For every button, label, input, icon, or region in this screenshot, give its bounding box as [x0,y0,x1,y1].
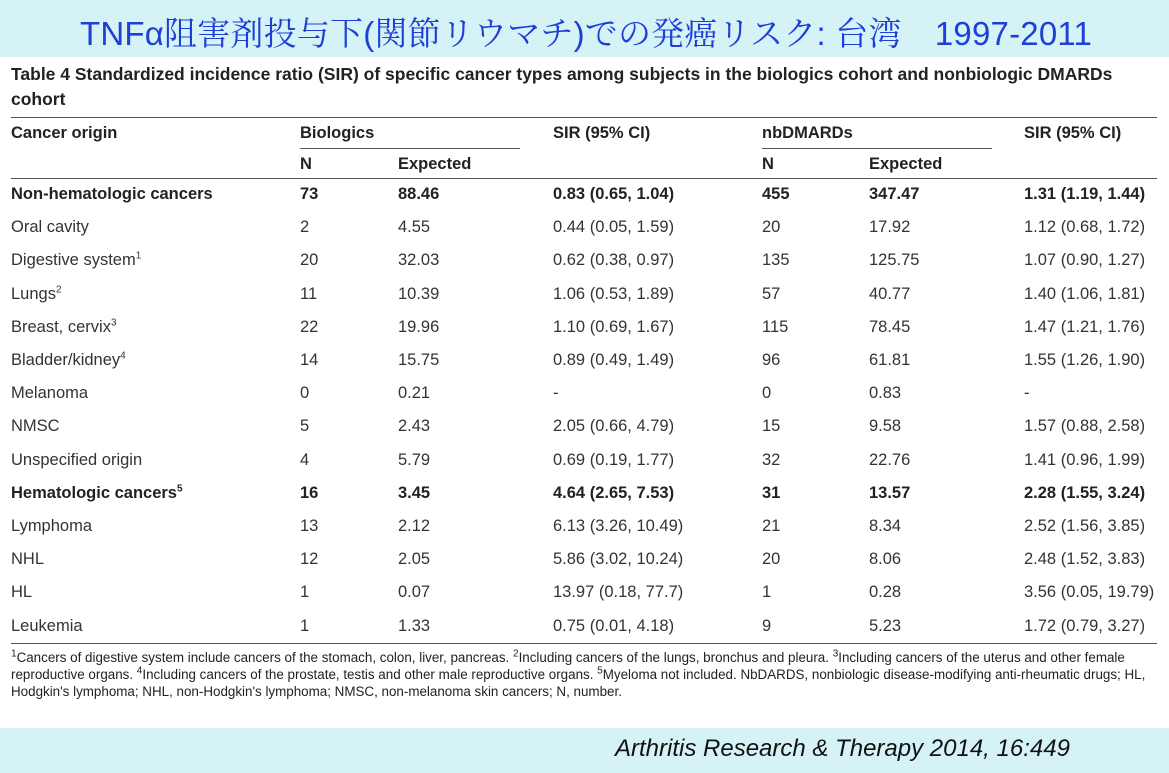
cell-nbdmards-expected-text: 0.28 [869,583,902,602]
cell-biologics-sir-text: 4.64 (2.65, 7.53) [553,483,675,502]
cell-biologics-sir [553,517,683,536]
col-header-sir-biologics: SIR (95% CI) [553,124,651,142]
cell-nbdmards-n-text: 20 [762,218,781,237]
cell-biologics-sir [553,351,674,370]
cell-cancer-origin [11,517,92,536]
footnote-marker: 2 [513,648,519,660]
cell-cancer-origin-text: Lungs [11,284,56,303]
cell-biologics-sir-text: 1.10 (0.69, 1.67) [553,317,675,336]
cell-nbdmards-n-text: 96 [762,351,781,369]
cell-nbdmards-expected [869,318,910,337]
cell-cancer-origin-text: Non-hematologic cancers [11,185,213,203]
cell-nbdmards-n [762,218,780,237]
cell-biologics-expected [398,185,439,204]
cell-nbdmards-n-text: 15 [762,417,781,436]
col-header-n-biologics: N [300,155,312,173]
cell-biologics-sir [553,318,674,337]
cell-cancer-origin [11,550,44,569]
cell-biologics-n-text: 22 [300,317,319,336]
cell-nbdmards-n-text: 21 [762,517,781,535]
footnote-text: Including cancers of the lungs, bronchus and pleura. [518,650,833,665]
cell-nbdmards-n [762,384,771,403]
cell-biologics-expected [398,550,430,569]
cell-biologics-sir-text: 1.06 (0.53, 1.89) [553,284,675,303]
cell-nbdmards-expected [869,417,901,436]
cell-biologics-expected [398,384,430,403]
cell-nbdmards-sir [1024,550,1145,569]
cell-biologics-n-text: 73 [300,185,319,203]
cell-biologics-expected-text: 32.03 [398,251,440,270]
cell-cancer-origin [11,318,117,337]
cell-biologics-n [300,517,318,536]
footnote-marker: 4 [136,665,143,677]
biologics-group-rule [300,148,520,149]
cell-nbdmards-expected [869,185,919,204]
cell-nbdmards-n-text: 9 [762,616,772,635]
footnote-marker: 1 [11,648,17,660]
cell-biologics-n-text: 1 [300,616,310,635]
citation: Arthritis Research & Therapy 2014, 16:449 [615,735,1070,762]
cell-nbdmards-sir-text: 2.28 (1.55, 3.24) [1024,483,1146,502]
cell-biologics-n [300,318,318,337]
cell-cancer-origin-text: Bladder/kidney [11,351,121,369]
cell-nbdmards-expected-text: 9.58 [869,417,902,436]
cell-cancer-origin [11,251,141,270]
cell-nbdmards-sir [1024,285,1145,304]
cell-nbdmards-sir [1024,185,1145,204]
cell-biologics-n [300,351,318,370]
col-header-n-nbdmards: N [762,155,774,173]
cell-nbdmards-n [762,451,780,470]
cell-cancer-origin-text: Digestive system [11,251,136,270]
cell-cancer-origin-text: Melanoma [11,384,89,403]
cell-biologics-n [300,484,318,503]
cell-biologics-expected-text: 0.07 [398,583,431,602]
cell-biologics-expected-text: 88.46 [398,185,440,203]
cell-biologics-sir [553,617,674,636]
cell-nbdmards-expected [869,550,901,569]
cell-nbdmards-expected-text: 125.75 [869,251,920,270]
cell-nbdmards-sir-text: 1.55 (1.26, 1.90) [1024,351,1146,369]
cell-cancer-origin [11,285,62,304]
cell-biologics-expected-text: 1.33 [398,616,431,635]
cell-nbdmards-n-text: 57 [762,284,781,303]
cell-nbdmards-n [762,417,780,436]
cell-nbdmards-expected-text: 40.77 [869,284,911,303]
cell-cancer-origin [11,583,32,602]
cell-nbdmards-expected [869,218,910,237]
cell-biologics-sir-text: - [553,384,559,403]
cell-biologics-sir-text: 2.05 (0.66, 4.79) [553,417,675,436]
cell-nbdmards-expected [869,384,901,403]
cell-cancer-origin-text: Lymphoma [11,517,93,535]
cell-nbdmards-sir [1024,417,1145,436]
cell-biologics-sir-text: 0.44 (0.05, 1.59) [553,218,675,237]
col-header-sir-nbdmards: SIR (95% CI) [1024,124,1122,142]
cell-biologics-sir [553,251,674,270]
cell-biologics-expected-text: 10.39 [398,284,440,303]
cell-cancer-origin-text: Oral cavity [11,218,89,237]
cell-biologics-expected [398,451,430,470]
footnote-marker: 2 [55,284,62,296]
cell-nbdmards-n-text: 455 [762,185,790,203]
cell-biologics-n-text: 12 [300,550,319,569]
cell-cancer-origin-text: HL [11,583,33,602]
table-footnotes [11,649,1161,700]
nbdmards-group-rule [762,148,992,149]
cell-biologics-expected-text: 3.45 [398,483,431,502]
cell-biologics-sir [553,484,674,503]
table-bottom-rule [11,643,1157,644]
footnote-marker: 5 [176,483,183,495]
cell-biologics-n [300,285,317,304]
cell-biologics-expected [398,285,439,304]
cell-nbdmards-expected-text: 8.06 [869,550,902,569]
cell-cancer-origin-text: NMSC [11,417,60,436]
col-header-expected-nbdmards: Expected [869,155,943,173]
col-header-expected-biologics: Expected [398,155,472,173]
cell-biologics-n [300,417,309,436]
footnote-marker: 1 [135,250,142,262]
cell-nbdmards-expected [869,583,901,602]
cell-biologics-n-text: 11 [300,284,318,303]
cell-biologics-n-text: 1 [300,583,310,602]
cell-biologics-n-text: 16 [300,483,319,502]
cell-biologics-sir [553,285,674,304]
cell-biologics-expected [398,351,439,370]
slide-title: TNFα阻害剤投与下(関節リウマチ)での発癌リスク: 台湾 1997-2011 [80,15,1093,52]
cell-biologics-sir-text: 0.83 (0.65, 1.04) [553,185,675,203]
cell-biologics-sir [553,583,683,602]
cell-biologics-n [300,617,309,636]
cell-biologics-expected-text: 2.43 [398,417,431,436]
cell-nbdmards-sir [1024,351,1145,370]
header-bottom-rule [11,178,1157,179]
cell-cancer-origin [11,484,183,503]
title-banner [0,0,1169,57]
cell-nbdmards-sir [1024,451,1145,470]
cell-cancer-origin [11,218,89,237]
cell-biologics-sir [553,185,674,204]
cell-biologics-expected-text: 4.55 [398,218,431,237]
cell-biologics-expected [398,417,430,436]
cell-nbdmards-sir-text: 2.52 (1.56, 3.85) [1024,517,1146,535]
cell-nbdmards-expected-text: 22.76 [869,450,911,469]
cell-cancer-origin-text: NHL [11,550,45,569]
cell-biologics-sir-text: 5.86 (3.02, 10.24) [553,550,684,569]
cell-biologics-n [300,185,318,204]
cell-nbdmards-sir-text: 1.47 (1.21, 1.76) [1024,317,1146,336]
footnote-marker: 3 [832,648,839,660]
cell-nbdmards-sir-text: 1.40 (1.06, 1.81) [1024,284,1146,303]
cell-nbdmards-n-text: 0 [762,384,772,403]
cell-nbdmards-expected-text: 0.83 [869,384,902,403]
cell-nbdmards-expected [869,285,910,304]
cell-biologics-sir-text: 0.62 (0.38, 0.97) [553,251,675,270]
cell-biologics-expected [398,484,430,503]
cell-biologics-expected-text: 2.12 [398,517,431,535]
cell-biologics-sir-text: 0.75 (0.01, 4.18) [553,616,675,635]
cell-cancer-origin-text: Leukemia [11,616,83,635]
footnote-marker: 5 [597,665,603,677]
cell-biologics-n-text: 14 [300,351,319,369]
cell-nbdmards-n-text: 32 [762,450,781,469]
cell-nbdmards-expected-text: 78.45 [869,317,911,336]
cell-biologics-n [300,451,309,470]
cell-nbdmards-sir-text: 1.72 (0.79, 3.27) [1024,616,1146,635]
col-header-nbdmards: nbDMARDs [762,124,853,142]
cell-biologics-n [300,251,318,270]
cell-nbdmards-expected [869,251,919,270]
cell-biologics-n-text: 20 [300,251,319,270]
cell-nbdmards-n [762,550,780,569]
cell-nbdmards-sir [1024,251,1145,270]
cell-biologics-sir [553,417,674,436]
cell-cancer-origin [11,384,88,403]
cell-nbdmards-n [762,351,780,370]
cell-nbdmards-sir [1024,384,1030,403]
header-top-rule [11,117,1157,118]
cell-biologics-sir [553,550,683,569]
cell-cancer-origin [11,185,213,204]
cell-biologics-sir-text: 0.69 (0.19, 1.77) [553,450,675,469]
cell-nbdmards-n [762,285,780,304]
cell-biologics-expected [398,251,439,270]
cell-nbdmards-sir [1024,218,1145,237]
cell-biologics-n-text: 13 [300,517,319,535]
footnote-text: Including cancers of the prostate, testis and other male reproductive organs. [142,667,598,682]
cell-biologics-n-text: 4 [300,450,310,469]
cell-nbdmards-sir [1024,583,1154,602]
cell-nbdmards-expected-text: 17.92 [869,218,911,237]
cell-biologics-expected [398,617,430,636]
cell-cancer-origin [11,417,60,436]
cell-biologics-sir-text: 13.97 (0.18, 77.7) [553,583,684,602]
cell-biologics-sir-text: 6.13 (3.26, 10.49) [553,517,684,535]
cell-nbdmards-n [762,517,780,536]
col-header-cancer-origin: Cancer origin [11,124,118,142]
cell-nbdmards-expected [869,484,910,503]
footnote-text: Myeloma not included. [602,667,737,682]
cell-cancer-origin [11,451,142,470]
cell-biologics-sir [553,451,674,470]
cell-biologics-sir-text: 0.89 (0.49, 1.49) [553,351,675,369]
cell-nbdmards-sir-text: 3.56 (0.05, 19.79) [1024,583,1155,602]
cell-nbdmards-sir-text: 1.12 (0.68, 1.72) [1024,218,1146,237]
cell-nbdmards-n [762,318,788,337]
cell-nbdmards-n [762,185,790,204]
cell-biologics-expected [398,318,439,337]
cell-nbdmards-expected [869,617,901,636]
cell-cancer-origin [11,617,83,636]
cell-biologics-n-text: 0 [300,384,310,403]
cell-nbdmards-expected [869,517,901,536]
cell-cancer-origin-text: Breast, cervix [11,317,111,336]
footnote-marker: 4 [120,350,126,362]
cell-biologics-expected-text: 19.96 [398,317,440,336]
cell-nbdmards-n-text: 135 [762,251,790,270]
cell-biologics-expected [398,218,430,237]
cell-nbdmards-sir-text: 1.41 (0.96, 1.99) [1024,450,1146,469]
cell-nbdmards-expected-text: 13.57 [869,483,911,502]
cell-nbdmards-sir [1024,318,1145,337]
cell-biologics-n [300,218,309,237]
cell-nbdmards-n [762,583,771,602]
cell-nbdmards-n-text: 1 [762,583,772,602]
cell-biologics-n [300,583,309,602]
cell-nbdmards-n-text: 20 [762,550,781,569]
abbreviations: NbDARDS, nonbiologic disease-modifying anti-rheumatic drugs; HL, Hodgkin's lymphoma; NHL, non-Hodgkin's lymphoma; NMSC, non-melanoma skin cancers; N, number. [11,667,1146,699]
cell-biologics-expected-text: 0.21 [398,384,431,403]
table-title: Table 4 Standardized incidence ratio (SIR) of specific cancer types among subjects in the biologics cohort and nonbiologic DMARDs cohort [11,64,1113,109]
cell-nbdmards-sir-text: - [1024,384,1030,403]
col-header-biologics: Biologics [300,124,375,142]
cell-biologics-expected [398,517,430,536]
cell-biologics-n-text: 2 [300,218,310,237]
cell-biologics-expected-text: 2.05 [398,550,431,569]
cell-nbdmards-sir-text: 2.48 (1.52, 3.83) [1024,550,1146,569]
cell-biologics-sir [553,218,674,237]
cell-nbdmards-sir-text: 1.31 (1.19, 1.44) [1024,185,1146,203]
cell-cancer-origin-text: Unspecified origin [11,450,143,469]
cell-biologics-expected-text: 15.75 [398,351,440,369]
cell-nbdmards-sir-text: 1.07 (0.90, 1.27) [1024,251,1146,270]
cell-nbdmards-expected [869,451,910,470]
cell-nbdmards-expected-text: 5.23 [869,616,902,635]
footnote-marker: 3 [110,317,117,329]
cell-nbdmards-expected-text: 347.47 [869,185,920,203]
cell-nbdmards-sir [1024,617,1145,636]
cell-nbdmards-expected-text: 8.34 [869,517,902,535]
cell-biologics-n [300,550,318,569]
cell-biologics-expected-text: 5.79 [398,450,431,469]
cell-cancer-origin-text: Hematologic cancers [11,483,177,502]
footnote-text: Cancers of digestive system include cancers of the stomach, colon, liver, pancreas. [16,650,513,665]
cell-nbdmards-n-text: 31 [762,483,781,502]
cell-nbdmards-expected-text: 61.81 [869,351,911,369]
cell-nbdmards-n [762,617,771,636]
cell-biologics-n-text: 5 [300,417,310,436]
cell-nbdmards-n [762,251,790,270]
cell-nbdmards-sir [1024,484,1145,503]
cell-nbdmards-sir-text: 1.57 (0.88, 2.58) [1024,417,1146,436]
cell-nbdmards-sir [1024,517,1145,536]
cell-biologics-expected [398,583,430,602]
cell-cancer-origin [11,351,126,370]
cell-biologics-sir [553,384,559,403]
footnote-text: Including cancers of the uterus and other female reproductive organs. [11,650,1125,682]
cell-nbdmards-n [762,484,780,503]
cell-nbdmards-expected [869,351,910,370]
cell-biologics-n [300,384,309,403]
cell-nbdmards-n-text: 115 [762,317,789,336]
